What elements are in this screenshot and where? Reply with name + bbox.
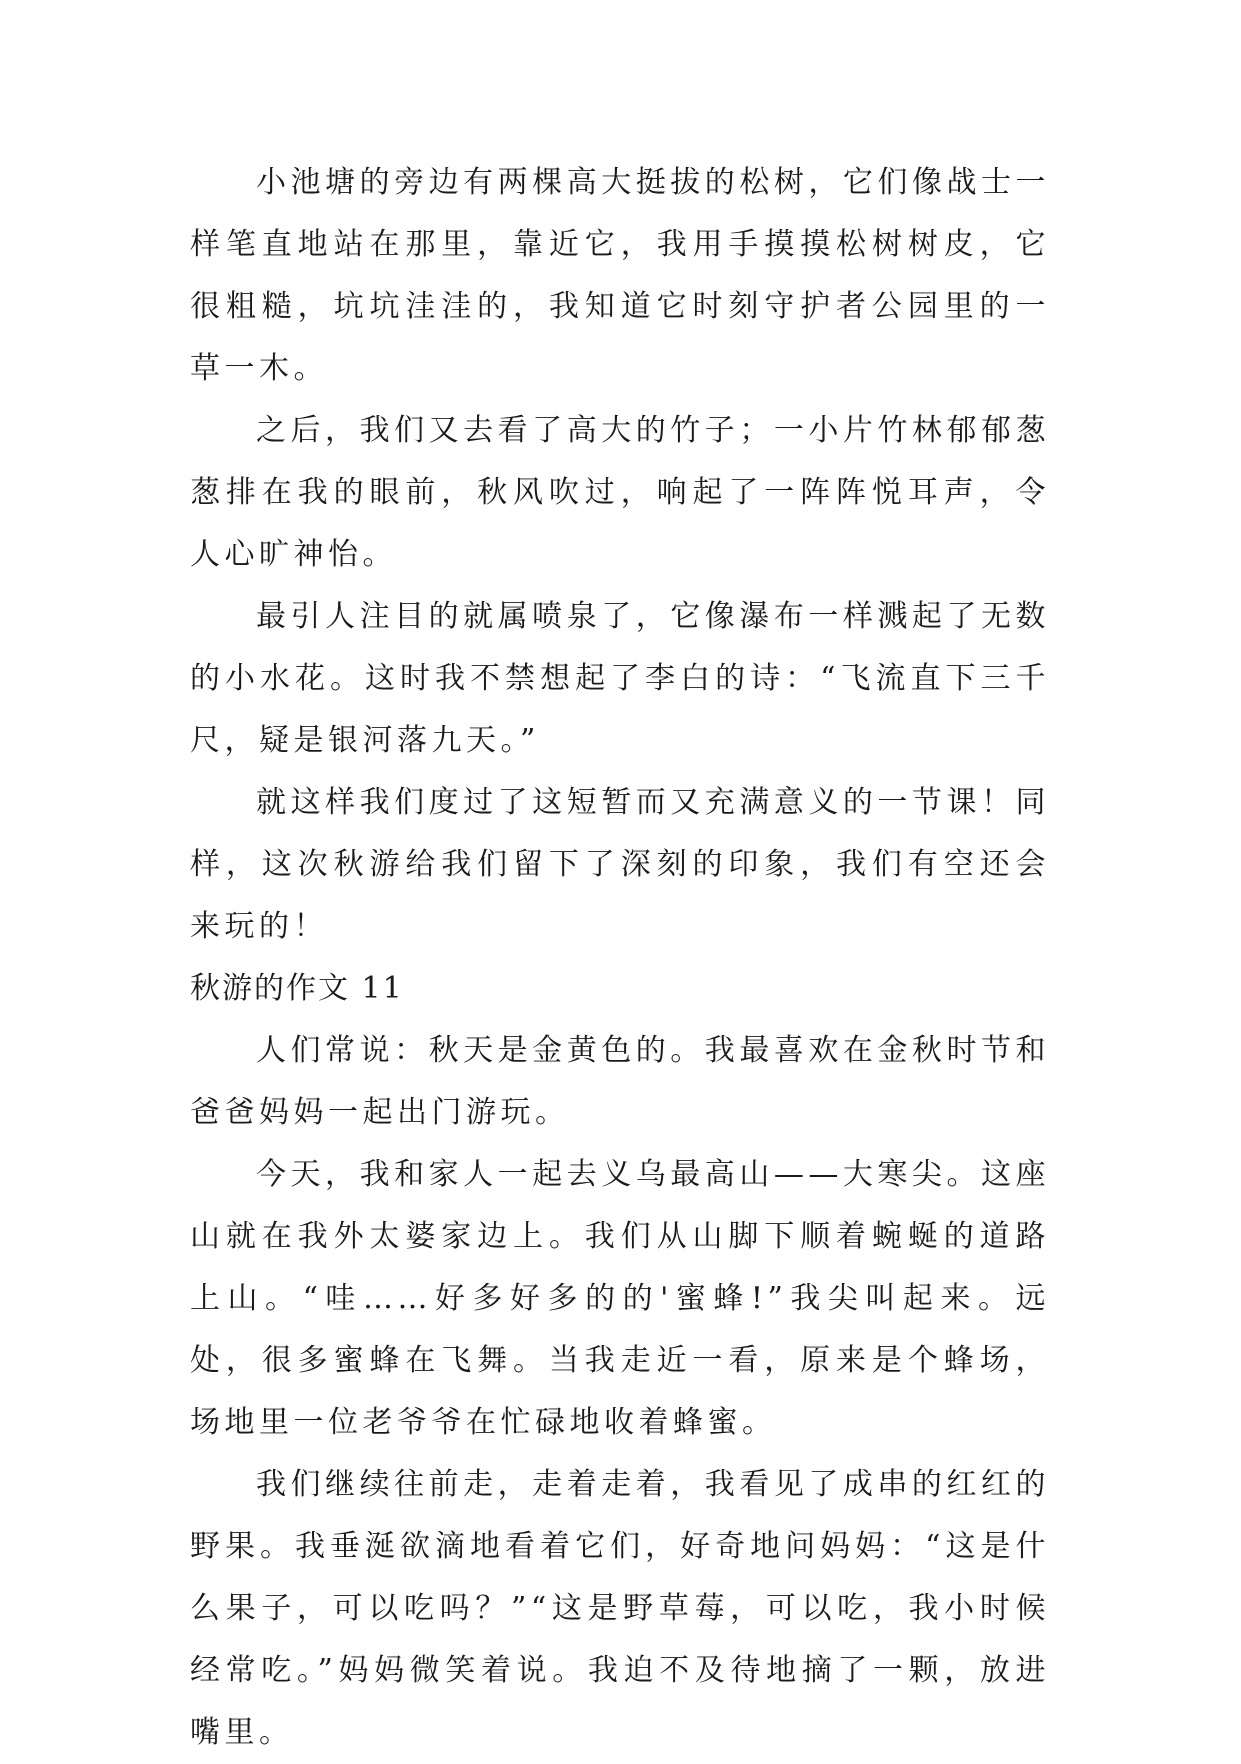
document-body: [190, 152, 1050, 1764]
paragraph: 最引人注目的就属喷泉了，它像瀑布一样溅起了无数的小水花。这时我不禁想起了李白的诗：“飞流直下三千尺，疑是银河落九天。”: [190, 599, 1050, 758]
paragraph: 今天，我和家人一起去义乌最高山——大寒尖。这座山就在我外太婆家边上。我们从山脚下顺着蜿蜒的道路上山。“哇……好多好多的的'蜜蜂!”我尖叫起来。远处，很多蜜蜂在飞舞。当我走近一看，原来是个蜂场，场地里一位老爷爷在忙碌地收着蜂蜜。: [190, 1157, 1050, 1440]
paragraph: 我们继续往前走，走着走着，我看见了成串的红红的野果。我垂涎欲滴地看着它们，好奇地问妈妈：“这是什么果子，可以吃吗？”“这是野草莓，可以吃，我小时候经常吃。”妈妈微笑着说。我迫不及待地摘了一颗，放进嘴里。: [190, 1467, 1050, 1750]
section-title: 秋游的作文 11: [190, 971, 404, 1006]
paragraph: 就这样我们度过了这短暂而又充满意义的一节课！同样，这次秋游给我们留下了深刻的印象，我们有空还会来玩的！: [190, 785, 1050, 944]
paragraph: 人们常说：秋天是金黄色的。我最喜欢在金秋时节和爸爸妈妈一起出门游玩。: [190, 1033, 1050, 1130]
paragraph: 之后，我们又去看了高大的竹子；一小片竹林郁郁葱葱排在我的眼前，秋风吹过，响起了一阵阵悦耳声，令人心旷神怡。: [190, 413, 1050, 572]
paragraph: 小池塘的旁边有两棵高大挺拔的松树，它们像战士一样笔直地站在那里，靠近它，我用手摸摸松树树皮，它很粗糙，坑坑洼洼的，我知道它时刻守护者公园里的一草一木。: [190, 165, 1050, 386]
